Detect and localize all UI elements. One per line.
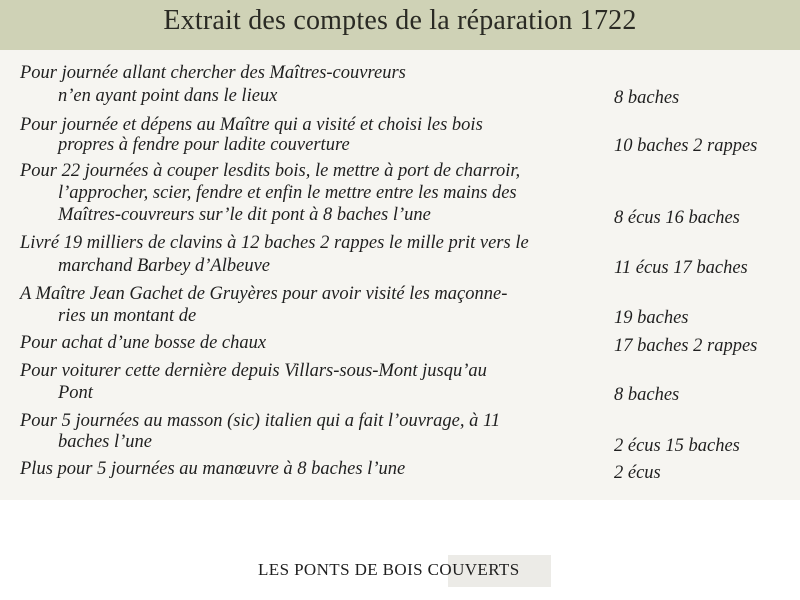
entry-amount: 11 écus 17 baches	[614, 258, 748, 278]
entry-description-line: Plus pour 5 journées au manœuvre à 8 baches l’une	[20, 459, 406, 479]
entry-description-line: Pour 5 journées au masson (sic) italien qui a fait l’ouvrage, à 11	[20, 411, 501, 431]
entry-description-line: Pour achat d’une bosse de chaux	[20, 333, 267, 353]
entry-amount: 2 écus 15 baches	[614, 436, 740, 456]
entry-description-line: Pont	[58, 383, 93, 403]
book-title-footer: LES PONTS DE BOIS COUVERTS	[258, 560, 520, 579]
page-title: Extrait des comptes de la réparation 1722	[163, 5, 637, 36]
entry-description-line: Maîtres-couvreurs sur’le dit pont à 8 baches l’une	[58, 205, 431, 225]
entry-amount: 17 baches 2 rappes	[614, 336, 758, 356]
entry-description-line: Livré 19 milliers de clavins à 12 baches 2 rappes le mille prit vers le	[20, 233, 529, 253]
entry-description-line: A Maître Jean Gachet de Gruyères pour avoir visité les maçonne-	[20, 284, 508, 304]
entry-description-line: Pour journée allant chercher des Maîtres-couvreurs	[20, 63, 406, 83]
entry-amount: 10 baches 2 rappes	[614, 136, 758, 156]
entry-amount: 8 écus 16 baches	[614, 208, 740, 228]
entry-description-line: Pour journée et dépens au Maître qui a visité et choisi les bois	[20, 115, 483, 135]
entry-amount: 19 baches	[614, 308, 689, 328]
entry-description-line: ries un montant de	[58, 306, 197, 326]
entry-amount: 2 écus	[614, 463, 661, 483]
entry-description-line: Pour 22 journées à couper lesdits bois, le mettre à port de charroir,	[20, 161, 521, 181]
entry-amount: 8 baches	[614, 88, 680, 108]
entry-description-line: marchand Barbey d’Albeuve	[58, 256, 270, 276]
document-page	[0, 50, 800, 500]
entry-description-line: baches l’une	[58, 432, 153, 452]
entry-description-line: propres à fendre pour ladite couverture	[58, 135, 350, 155]
entry-amount: 8 baches	[614, 385, 680, 405]
entry-description-line: n’en ayant point dans le lieux	[58, 86, 278, 106]
entry-description-line: l’approcher, scier, fendre et enfin le mettre entre les mains des	[58, 183, 517, 203]
entry-description-line: Pour voiturer cette dernière depuis Villars-sous-Mont jusqu’au	[20, 361, 487, 381]
